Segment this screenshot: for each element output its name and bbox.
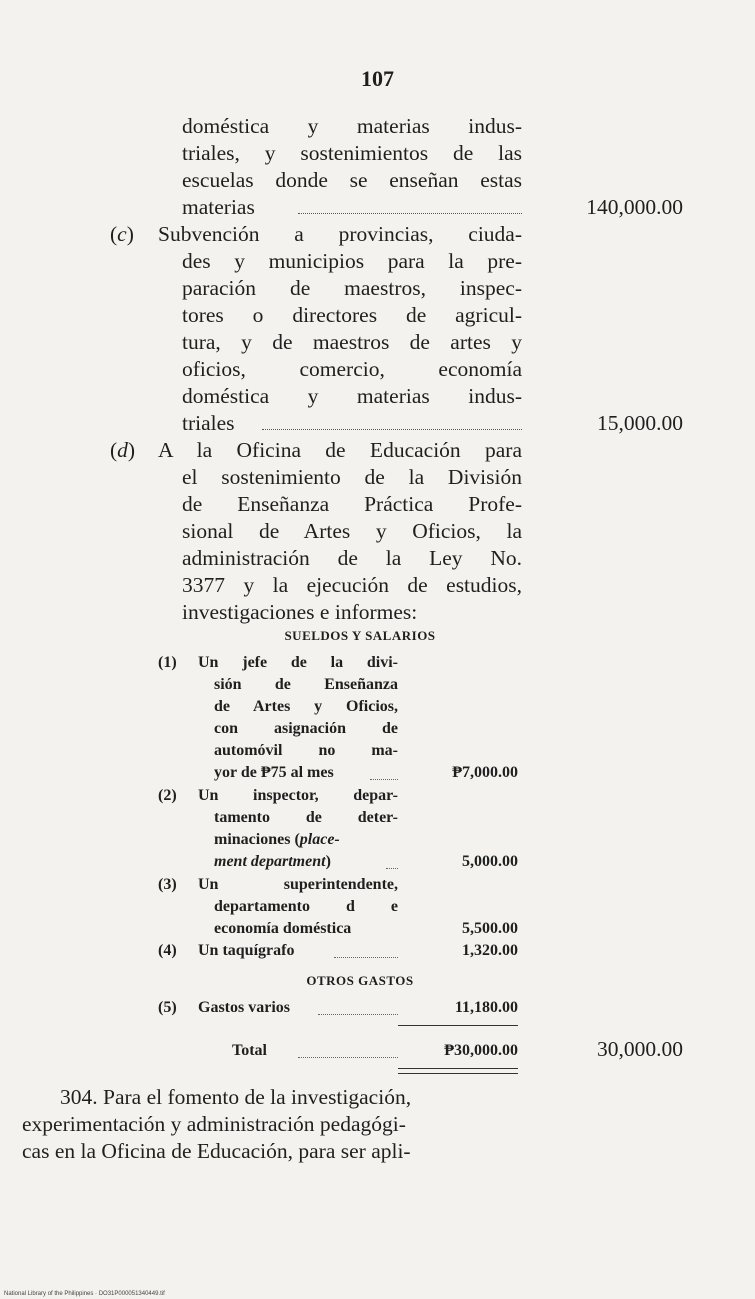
- total-right-amount: 30,000.00: [597, 1037, 683, 1061]
- item-d-line-5: administración de la Ley No.: [182, 546, 522, 570]
- item-3-num: (3): [158, 876, 177, 893]
- item-2-line-4: ment department): [214, 853, 331, 870]
- subtotal-rule: [398, 1025, 518, 1026]
- item-2-amount: 5,000.00: [462, 853, 518, 870]
- item-d-line-1: A la Oficina de Educación para: [158, 438, 522, 462]
- item-c-line-4: tores o directores de agricul-: [182, 303, 522, 327]
- item-d-line-7: investigaciones e informes:: [182, 600, 418, 624]
- item-1-line-2: sión de Enseñanza: [214, 676, 398, 693]
- item-3-line-1: Un superintendente,: [198, 876, 398, 893]
- total-label: Total: [232, 1042, 267, 1059]
- item-2-line-3: minaciones (place-: [214, 831, 340, 848]
- leader-dots: [318, 1014, 398, 1015]
- item-4-amount: 1,320.00: [462, 942, 518, 959]
- continuation-amount: 140,000.00: [586, 195, 683, 219]
- item-c-line-2: des y municipios para la pre-: [182, 249, 522, 273]
- item-c-line-7: doméstica y materias indus-: [182, 384, 522, 408]
- item-1-line-3: de Artes y Oficios,: [214, 698, 398, 715]
- leader-dots: [386, 868, 398, 869]
- section-304-line-1: 304. Para el fomento de la investigación,: [60, 1085, 412, 1109]
- item-d-line-6: 3377 y la ejecución de estudios,: [182, 573, 522, 597]
- item-c-label: (c): [110, 222, 134, 246]
- leader-dots: [334, 957, 398, 958]
- salaries-heading: SUELDOS Y SALARIOS: [284, 628, 436, 643]
- item-2-line-1: Un inspector, depar-: [198, 787, 398, 804]
- item-2-num: (2): [158, 787, 177, 804]
- item-d-line-2: el sostenimiento de la División: [182, 465, 522, 489]
- item-4-num: (4): [158, 942, 177, 959]
- item-c-line-6: oficios, comercio, economía: [182, 357, 522, 381]
- item-3-line-2: departamento d e: [214, 898, 398, 915]
- continuation-line-1: doméstica y materias indus-: [182, 114, 522, 138]
- leader-dots: [262, 429, 522, 430]
- total-double-rule-2: [398, 1073, 518, 1074]
- item-3-amount: 5,500.00: [462, 920, 518, 937]
- section-304-line-2: experimentación y administración pedagógi-: [22, 1112, 406, 1136]
- item-c-line-3: paración de maestros, inspec-: [182, 276, 522, 300]
- item-d-line-4: sional de Artes y Oficios, la: [182, 519, 522, 543]
- item-5-amount: 11,180.00: [454, 999, 518, 1016]
- item-c-amount: 15,000.00: [597, 411, 683, 435]
- item-c-line-8: triales: [182, 411, 235, 435]
- item-5-num: (5): [158, 999, 177, 1016]
- item-d-line-3: de Enseñanza Práctica Profe-: [182, 492, 522, 516]
- item-1-line-6: yor de ₱75 al mes: [214, 764, 334, 781]
- item-1-num: (1): [158, 654, 177, 671]
- leader-dots: [370, 779, 398, 780]
- other-expenses-heading: OTROS GASTOS: [306, 973, 414, 988]
- item-2-line-2: tamento de deter-: [214, 809, 398, 826]
- page-number: 107: [361, 66, 394, 91]
- item-1-line-1: Un jefe de la divi-: [198, 654, 398, 671]
- item-1-line-4: con asignación de: [214, 720, 398, 737]
- item-d-label: (d): [110, 438, 136, 462]
- total-amount: ₱30,000.00: [444, 1042, 518, 1059]
- section-304-line-3: cas en la Oficina de Educación, para ser apli-: [22, 1139, 411, 1163]
- continuation-line-2: triales, y sostenimientos de las: [182, 141, 522, 165]
- continuation-line-3: escuelas donde se enseñan estas: [182, 168, 522, 192]
- leader-dots: [298, 1057, 398, 1058]
- continuation-line-4: materias: [182, 195, 255, 219]
- item-c-line-1: Subvención a provincias, ciuda-: [158, 222, 522, 246]
- total-double-rule-1: [398, 1068, 518, 1069]
- item-3-line-3: economía doméstica: [214, 920, 352, 937]
- item-1-amount: ₱7,000.00: [452, 764, 518, 781]
- leader-dots: [298, 213, 522, 214]
- item-c-line-5: tura, y de maestros de artes y: [182, 330, 522, 354]
- item-4-line-1: Un taquígrafo: [198, 942, 295, 959]
- item-1-line-5: automóvil no ma-: [214, 742, 398, 759]
- scan-footer: National Library of the Philippines · DO31P000051340449.tif: [4, 1291, 165, 1297]
- item-5-line-1: Gastos varios: [198, 999, 290, 1016]
